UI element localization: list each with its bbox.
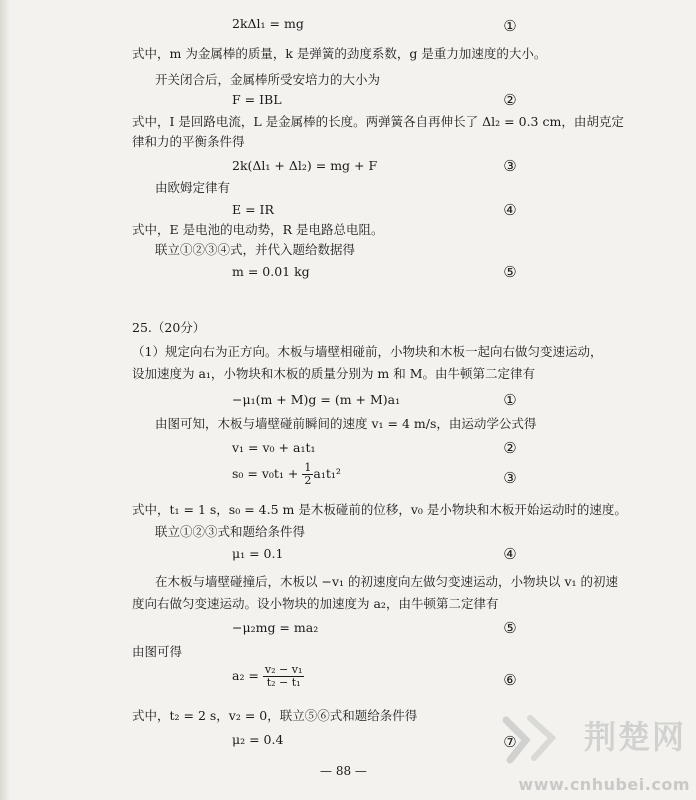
equation-newton-2: −μ₂mg = ma₂ bbox=[232, 620, 319, 635]
equation-4: E = IR bbox=[232, 202, 274, 217]
equation-newton-1: −μ₁(m + M)g = (m + M)a₁ bbox=[232, 392, 401, 407]
paragraph-line: 式中，I 是回路电流，L 是金属棒的长度。两弹簧各自再伸长了 Δl₂ = 0.3 cm，由胡克定 bbox=[132, 114, 624, 129]
equation-marker: ② bbox=[503, 439, 517, 457]
equation-marker: ④ bbox=[503, 545, 517, 563]
equation-mu2: μ₂ = 0.4 bbox=[232, 732, 284, 747]
paragraph-line: 开关闭合后，金属棒所受安培力的大小为 bbox=[155, 72, 381, 87]
paragraph-line: 度向右做匀变速运动。设小物块的加速度为 a₂，由牛顿第二定律有 bbox=[132, 596, 499, 611]
paragraph-line: 设加速度为 a₁，小物块和木板的质量分别为 m 和 M。由牛顿第二定律有 bbox=[132, 366, 536, 381]
equation-1: 2kΔl₁ = mg bbox=[232, 16, 304, 31]
equation-marker: ⑤ bbox=[503, 263, 517, 281]
paragraph-line: 式中，t₂ = 2 s，v₂ = 0，联立⑤⑥式和题给条件得 bbox=[132, 708, 418, 723]
equation-marker: ③ bbox=[503, 469, 517, 487]
paragraph-line: 式中，m 为金属棒的质量，k 是弹簧的劲度系数，g 是重力加速度的大小。 bbox=[132, 46, 547, 61]
equation-3: 2k(Δl₁ + Δl₂) = mg + F bbox=[232, 158, 378, 173]
equation-marker: ③ bbox=[503, 157, 517, 175]
equation-marker: ⑤ bbox=[503, 619, 517, 637]
paragraph-line: 式中，E 是电池的电动势，R 是电路总电阻。 bbox=[132, 222, 384, 237]
paragraph-line: 式中，t₁ = 1 s，s₀ = 4.5 m 是木板碰前的位移，v₀ 是小物块和木板开始运动时的速度。 bbox=[132, 502, 627, 517]
page-number: — 88 — bbox=[320, 764, 367, 778]
watermark bbox=[500, 704, 690, 794]
equation-marker: ⑦ bbox=[503, 733, 517, 751]
scan-shadow bbox=[0, 0, 10, 800]
paragraph-line: 在木板与墙壁碰撞后，木板以 −v₁ 的初速度向左做匀变速运动，小物块以 v₁ 的初速 bbox=[155, 574, 619, 589]
problem-heading: 25.（20分） bbox=[132, 320, 206, 335]
fraction-half: $\frac{1}{2}$ bbox=[304, 461, 312, 487]
equation-a2: a₂ = $\frac{\text{v₂ − v₁}}{\text{t₂ − t₁}}$ bbox=[232, 663, 303, 689]
equation-marker: ⑥ bbox=[503, 671, 517, 689]
equation-velocity: v₁ = v₀ + a₁t₁ bbox=[232, 440, 316, 455]
paragraph-line: 律和力的平衡条件得 bbox=[132, 134, 245, 149]
equation-5: m = 0.01 kg bbox=[232, 264, 310, 279]
paragraph-line: 联立①②③式和题给条件得 bbox=[155, 524, 306, 539]
paragraph-line: 由图可得 bbox=[132, 644, 183, 659]
watermark-logo-icon bbox=[500, 710, 560, 766]
paragraph-line: 由图可知，木板与墙壁碰前瞬间的速度 v₁ = 4 m/s，由运动学公式得 bbox=[155, 416, 537, 431]
equation-mu1: μ₁ = 0.1 bbox=[232, 546, 284, 561]
equation-2: F = IBL bbox=[232, 92, 282, 107]
paragraph-line: 由欧姆定律有 bbox=[155, 180, 231, 195]
equation-displacement: s₀ = v₀t₁ + $\frac{1}{2}$ a₁t₁² bbox=[232, 461, 341, 487]
equation-marker: ① bbox=[503, 391, 517, 409]
equation-marker: ④ bbox=[503, 201, 517, 219]
paragraph-line: 联立①②③④式，并代入题给数据得 bbox=[155, 242, 356, 257]
fraction-a2: $\frac{\text{v₂ − v₁}}{\text{t₂ − t₁}}$ bbox=[264, 663, 303, 689]
paragraph-line: （1）规定向右为正方向。木板与墙壁相碰前，小物块和木板一起向右做匀变速运动， bbox=[132, 344, 603, 359]
equation-marker: ① bbox=[503, 17, 517, 35]
watermark-brand: 荆楚网 bbox=[583, 718, 686, 756]
watermark-url: www.cnhubei.com bbox=[518, 775, 690, 794]
equation-marker: ② bbox=[503, 91, 517, 109]
